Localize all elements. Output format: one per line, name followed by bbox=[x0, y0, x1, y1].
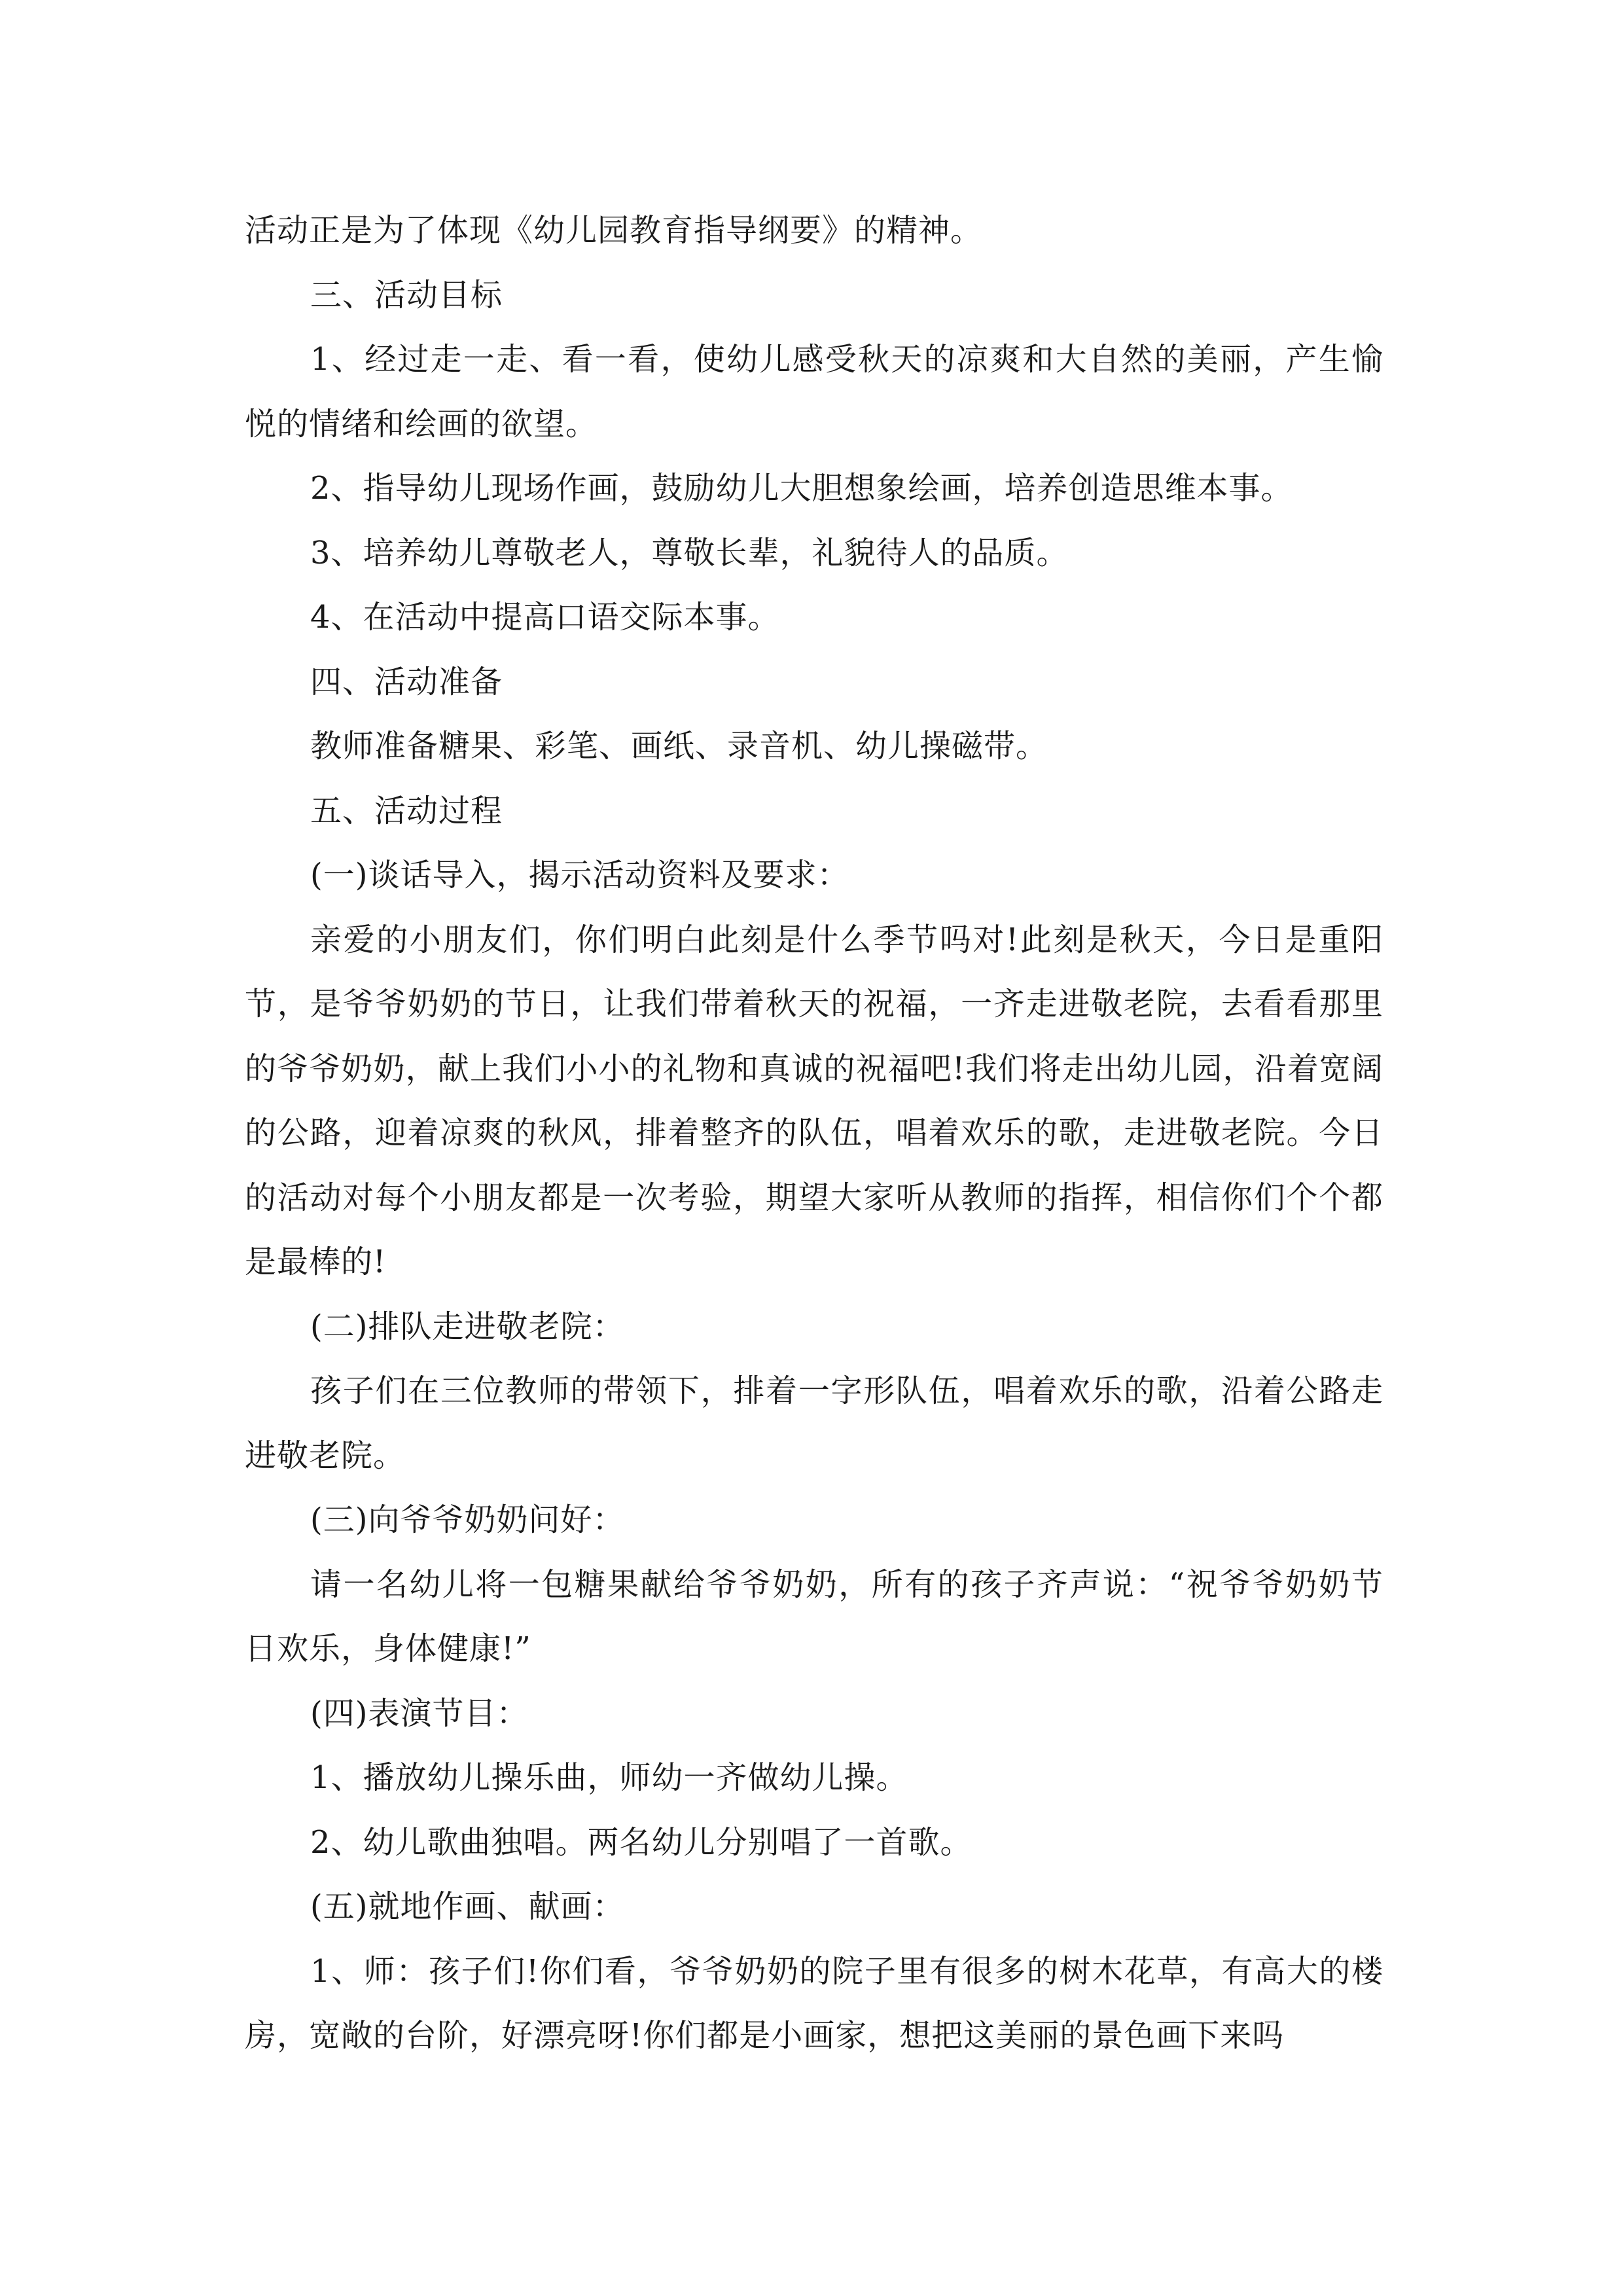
step-heading-2: (二)排队走进敬老院： bbox=[310, 1308, 625, 1345]
step-4-item-2: 2、幼儿歌曲独唱。两名幼儿分别唱了一首歌。 bbox=[310, 1823, 972, 1861]
goal-item-2: 2、指导幼儿现场作画，鼓励幼儿大胆想象绘画，培养创造思维本事。 bbox=[310, 470, 1293, 507]
step-heading-3: (三)向爷爷奶奶问好： bbox=[310, 1501, 625, 1538]
goal-item-4: 4、在活动中提高口语交际本事。 bbox=[310, 599, 780, 636]
step-heading-1: (一)谈话导入，揭示活动资料及要求： bbox=[310, 857, 849, 893]
heading-activity-preparation: 四、活动准备 bbox=[310, 663, 503, 700]
paragraph-intro-end: 活动正是为了体现《幼儿园教育指导纲要》的精神。 bbox=[245, 212, 983, 249]
preparation-text: 教师准备糖果、彩笔、画纸、录音机、幼儿操磁带。 bbox=[310, 728, 1048, 764]
step-heading-4: (四)表演节目： bbox=[310, 1695, 529, 1732]
document-body bbox=[245, 198, 1383, 2068]
step-1-text: 亲爱的小朋友们，你们明白此刻是什么季节吗对!此刻是秋天，今日是重阳节，是爷爷奶奶的节日，让我们带着秋天的祝福，一齐走进敬老院，去看看那里的爷爷奶奶，献上我们小小的礼物和真诚的祝福吧!我们将走出幼儿园，沿着宽阔的公路，迎着凉爽的秋风，排着整齐的队伍，唱着欢乐的歌，走进敬老院。今日的活动对每个小朋友都是一次考验，期望大家听从教师的指挥，相信你们个个都是最棒的! bbox=[245, 921, 1383, 1280]
step-5-item-1: 1、师：孩子们!你们看，爷爷奶奶的院子里有很多的树木花草，有高大的楼房，宽敞的台阶，好漂亮呀!你们都是小画家，想把这美丽的景色画下来吗 bbox=[245, 1952, 1383, 2054]
step-heading-5: (五)就地作画、献画： bbox=[310, 1888, 625, 1925]
goal-item-1: 1、经过走一走、看一看，使幼儿感受秋天的凉爽和大自然的美丽，产生愉悦的情绪和绘画的欲望。 bbox=[245, 341, 1383, 442]
step-4-item-1: 1、播放幼儿操乐曲，师幼一齐做幼儿操。 bbox=[310, 1759, 908, 1796]
goal-item-3: 3、培养幼儿尊敬老人，尊敬长辈，礼貌待人的品质。 bbox=[310, 534, 1069, 571]
step-2-text: 孩子们在三位教师的带领下，排着一字形队伍，唱着欢乐的歌，沿着公路走进敬老院。 bbox=[245, 1372, 1383, 1474]
heading-activity-process: 五、活动过程 bbox=[310, 792, 503, 829]
step-3-text: 请一名幼儿将一包糖果献给爷爷奶奶，所有的孩子齐声说：“祝爷爷奶奶节日欢乐，身体健康!” bbox=[245, 1566, 1383, 1667]
heading-activity-goals: 三、活动目标 bbox=[310, 276, 503, 314]
